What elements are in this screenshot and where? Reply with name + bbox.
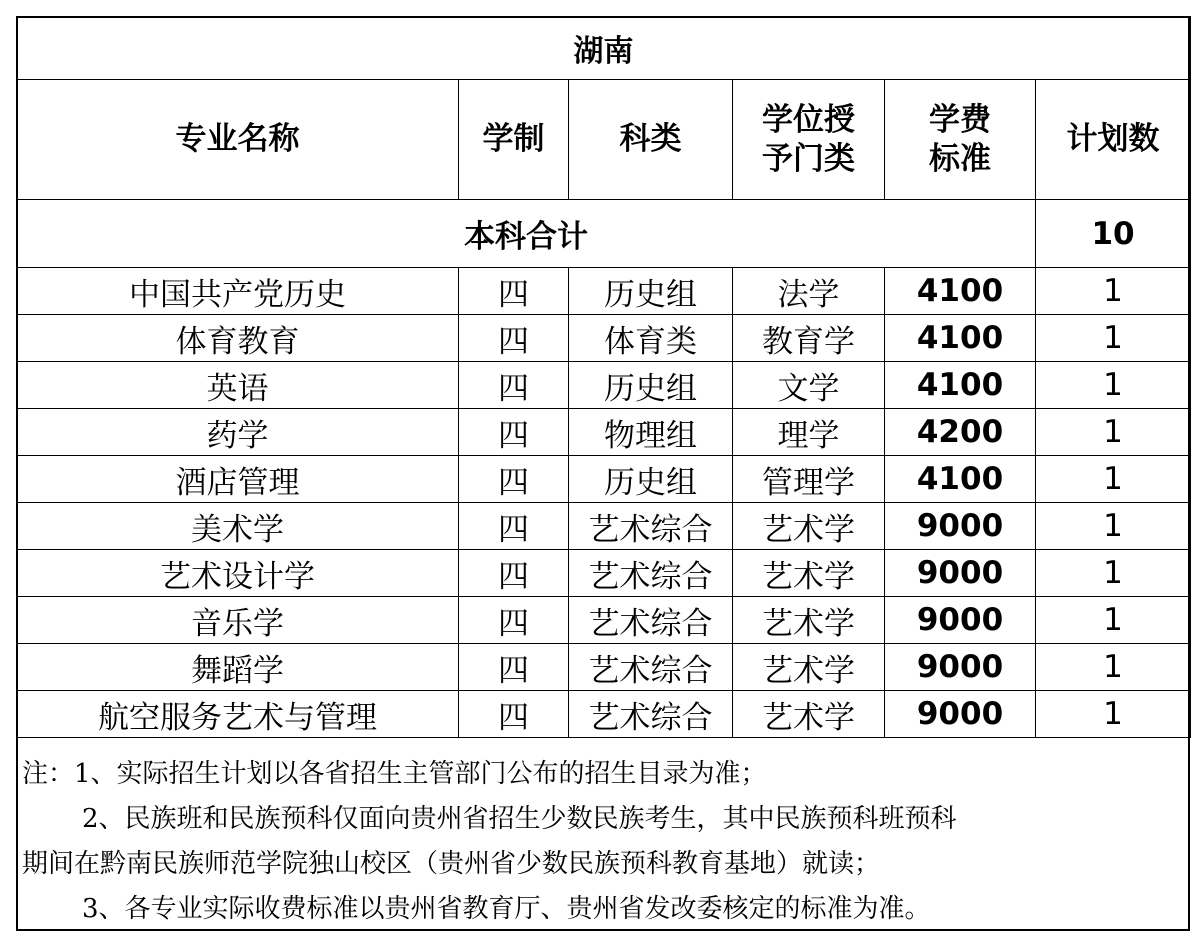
header-degree-line2: 予门类 (762, 140, 855, 177)
cell-fee: 4200 (885, 409, 1036, 456)
header-fee-line2: 标准 (929, 140, 991, 177)
cell-duration: 四 (459, 409, 569, 456)
cell-subject: 历史组 (569, 456, 733, 503)
cell-subject: 历史组 (569, 268, 733, 315)
cell-duration: 四 (459, 597, 569, 644)
total-label: 本科合计 (17, 200, 1036, 268)
cell-plan: 1 (1036, 503, 1191, 550)
cell-fee: 4100 (885, 362, 1036, 409)
cell-subject: 艺术综合 (569, 644, 733, 691)
cell-duration: 四 (459, 315, 569, 362)
note-line-3: 期间在黔南民族师范学院独山校区（贵州省少数民族预科教育基地）就读； (22, 849, 881, 879)
cell-subject: 艺术综合 (569, 597, 733, 644)
table-row (17, 597, 1191, 644)
cell-fee: 9000 (885, 597, 1036, 644)
cell-duration: 四 (459, 691, 569, 738)
cell-major: 音乐学 (17, 597, 459, 644)
note-line-1: 注：1、实际招生计划以各省招生主管部门公布的招生目录为准； (22, 759, 767, 789)
cell-subject: 历史组 (569, 362, 733, 409)
cell-plan: 1 (1036, 644, 1191, 691)
cell-degree: 法学 (733, 268, 885, 315)
header-major: 专业名称 (17, 80, 459, 200)
cell-degree: 文学 (733, 362, 885, 409)
cell-major: 艺术设计学 (17, 550, 459, 597)
cell-duration: 四 (459, 268, 569, 315)
table-row (17, 550, 1191, 597)
table-row (17, 503, 1191, 550)
region-title-row (17, 17, 1191, 80)
cell-subject: 艺术综合 (569, 550, 733, 597)
cell-plan: 1 (1036, 315, 1191, 362)
cell-plan: 1 (1036, 456, 1191, 503)
note-line-4: 3、各专业实际收费标准以贵州省教育厅、贵州省发改委核定的标准为准。 (82, 894, 931, 924)
cell-plan: 1 (1036, 409, 1191, 456)
cell-major: 酒店管理 (17, 456, 459, 503)
cell-fee: 9000 (885, 644, 1036, 691)
header-duration: 学制 (459, 80, 569, 200)
cell-duration: 四 (459, 644, 569, 691)
cell-degree: 艺术学 (733, 691, 885, 738)
cell-plan: 1 (1036, 550, 1191, 597)
cell-major: 药学 (17, 409, 459, 456)
cell-degree: 管理学 (733, 456, 885, 503)
header-fee (885, 80, 1036, 200)
cell-fee: 4100 (885, 315, 1036, 362)
cell-major: 体育教育 (17, 315, 459, 362)
cell-degree: 艺术学 (733, 550, 885, 597)
cell-degree: 理学 (733, 409, 885, 456)
cell-subject: 艺术综合 (569, 691, 733, 738)
table-row (17, 409, 1191, 456)
table-row (17, 362, 1191, 409)
cell-fee: 9000 (885, 691, 1036, 738)
cell-degree: 艺术学 (733, 644, 885, 691)
cell-duration: 四 (459, 503, 569, 550)
cell-fee: 9000 (885, 503, 1036, 550)
header-degree (733, 80, 885, 200)
cell-plan: 1 (1036, 597, 1191, 644)
header-row (17, 80, 1191, 200)
cell-subject: 体育类 (569, 315, 733, 362)
total-row (17, 200, 1191, 268)
cell-major: 舞蹈学 (17, 644, 459, 691)
header-plan: 计划数 (1036, 80, 1191, 200)
table-row (17, 691, 1191, 738)
cell-major: 英语 (17, 362, 459, 409)
cell-subject: 物理组 (569, 409, 733, 456)
cell-degree: 艺术学 (733, 503, 885, 550)
cell-major: 中国共产党历史 (17, 268, 459, 315)
cell-duration: 四 (459, 456, 569, 503)
cell-major: 航空服务艺术与管理 (17, 691, 459, 738)
cell-duration: 四 (459, 550, 569, 597)
table-row (17, 268, 1191, 315)
total-value: 10 (1036, 200, 1191, 268)
cell-degree: 教育学 (733, 315, 885, 362)
header-fee-line1: 学费 (929, 101, 991, 138)
cell-subject: 艺术综合 (569, 503, 733, 550)
header-subject: 科类 (569, 80, 733, 200)
notes-section (22, 752, 1182, 932)
table-row (17, 456, 1191, 503)
cell-plan: 1 (1036, 691, 1191, 738)
header-degree-line1: 学位授 (762, 101, 855, 138)
note-line-2: 2、民族班和民族预科仅面向贵州省招生少数民族考生，其中民族预科班预科 (82, 804, 957, 834)
cell-fee: 4100 (885, 268, 1036, 315)
cell-degree: 艺术学 (733, 597, 885, 644)
cell-plan: 1 (1036, 362, 1191, 409)
region-title: 湖南 (17, 17, 1191, 80)
cell-fee: 9000 (885, 550, 1036, 597)
cell-major: 美术学 (17, 503, 459, 550)
cell-plan: 1 (1036, 268, 1191, 315)
cell-fee: 4100 (885, 456, 1036, 503)
admission-plan-table (16, 16, 1191, 738)
cell-duration: 四 (459, 362, 569, 409)
table-row (17, 644, 1191, 691)
table-row (17, 315, 1191, 362)
